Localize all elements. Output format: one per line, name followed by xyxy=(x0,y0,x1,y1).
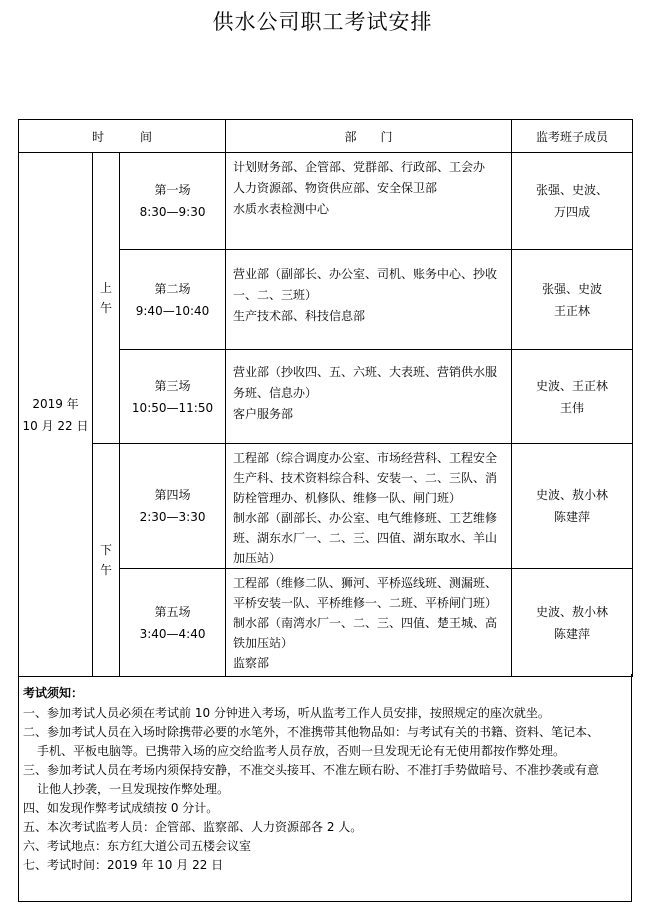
session-cell xyxy=(120,350,226,444)
session-departments: 工程部（维修二队、狮河、平桥巡线班、测漏班、 平桥安装一队、平桥维修一、二班、平桥闸门班） 制水部（南湾水厂一、二、三、四值、楚王城、高 铁加压站） 监察部 xyxy=(226,569,512,677)
session-name: 第五场 xyxy=(154,604,191,619)
header-proctors: 监考班子成员 xyxy=(512,120,633,153)
session-departments: 营业部（副部长、办公室、司机、账务中心、抄收 一、二、三班） 生产技术部、科技信息部 xyxy=(226,250,512,350)
notice-item: 二、参加考试人员在入场时除携带必要的水笔外，不准携带其他物品如：与考试有关的书籍、资料、笔记本、 xyxy=(23,725,600,739)
session-name: 第四场 xyxy=(154,488,191,502)
notice-heading: 考试须知： xyxy=(23,686,84,700)
session-name: 第二场 xyxy=(154,281,191,296)
notice-item: 一、参加考试人员必须在考试前 10 分钟进入考场，听从监考工作人员安排，按照规定的座次就坐。 xyxy=(23,706,550,720)
notice-item: 五、本次考试监考人员：企管部、监察部、人力资源部各 2 人。 xyxy=(23,820,363,834)
session-name: 第三场 xyxy=(154,378,191,393)
session-cell xyxy=(120,444,226,569)
exam-schedule-table xyxy=(18,119,633,677)
session-proctors: 张强、史波 王正林 xyxy=(512,250,633,350)
session-departments: 营业部（抄收四、五、六班、大表班、营销供水服 务班、信息办） 客户服务部 xyxy=(226,350,512,444)
notice-item: 三、参加考试人员在考场内须保持安静，不准交头接耳、不准左顾右盼、不准打手势做暗号、不准抄袭或有意 xyxy=(23,763,600,777)
date-day: 10 月 22 日 xyxy=(22,418,89,433)
session-cell xyxy=(120,569,226,677)
date-year: 2019 年 xyxy=(32,396,79,411)
header-department: 部 门 xyxy=(226,120,512,153)
session-time: 3:40—4:40 xyxy=(139,626,206,641)
session-row xyxy=(19,153,633,250)
notice-item-continuation: 让他人抄袭，一旦发现按作弊处理。 xyxy=(37,782,230,796)
session-proctors: 史波、敖小林 陈建萍 xyxy=(512,444,633,569)
notice-item: 七、考试时间：2019 年 10 月 22 日 xyxy=(23,858,224,872)
session-row xyxy=(19,444,633,569)
session-time: 10:50—11:50 xyxy=(131,400,214,415)
notice-item: 六、考试地点：东方红大道公司五楼会议室 xyxy=(23,839,252,853)
document-title: 供水公司职工考试安排 xyxy=(212,10,433,34)
session-cell xyxy=(120,250,226,350)
session-time: 9:40—10:40 xyxy=(135,303,210,318)
afternoon-label: 下 午 xyxy=(93,444,120,677)
session-cell xyxy=(120,153,226,250)
session-proctors: 史波、敖小林 陈建萍 xyxy=(512,569,633,677)
session-time: 8:30—9:30 xyxy=(139,205,206,219)
session-name: 第一场 xyxy=(154,183,191,197)
notice-item: 四、如发现作弊考试成绩按 0 分计。 xyxy=(23,801,219,815)
session-proctors: 张强、史波、 万四成 xyxy=(512,153,633,250)
session-departments: 工程部（综合调度办公室、市场经营科、工程安全 生产科、技术资料综合科、安装一、二、三队、消 防栓管理办、机修队、维修一队、闸门班） 制水部（副部长、办公室、电气维修班、工艺维修 班、湖东水厂一、二、三、四值、湖东取水、羊山 加压站） xyxy=(226,444,512,569)
header-time: 时 间 xyxy=(19,120,226,153)
header-row xyxy=(19,120,633,153)
notice-item-continuation: 手机、平板电脑等。已携带入场的应交给监考人员存放，否则一旦发现无论有无使用都按作弊处理。 xyxy=(37,744,566,758)
session-proctors: 史波、王正林 王伟 xyxy=(512,350,633,444)
exam-notice xyxy=(18,674,632,902)
session-departments: 计划财务部、企管部、党群部、行政部、工会办 人力资源部、物资供应部、安全保卫部 水质水表检测中心 xyxy=(226,153,512,250)
morning-label: 上 午 xyxy=(93,153,120,444)
exam-date xyxy=(19,153,93,677)
session-time: 2:30—3:30 xyxy=(139,510,206,524)
